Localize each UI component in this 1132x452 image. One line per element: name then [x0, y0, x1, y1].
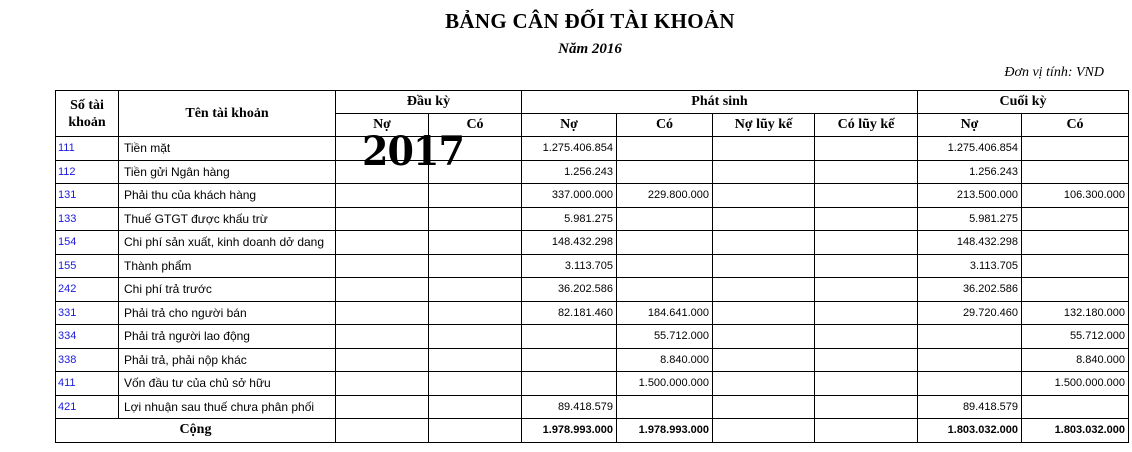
- account-code-cell[interactable]: 133: [56, 207, 119, 231]
- open-credit-cell: [429, 301, 522, 325]
- open-debit-cell: [336, 325, 429, 349]
- close-credit-cell: [1022, 254, 1129, 278]
- open-debit-cell: [336, 231, 429, 255]
- open-credit-cell: [429, 395, 522, 419]
- account-name-cell: Vốn đầu tư của chủ sở hữu: [119, 372, 336, 396]
- header-close-credit: Có: [1022, 114, 1129, 137]
- debit-cell: 89.418.579: [522, 395, 617, 419]
- table-row: [56, 348, 1129, 372]
- debit-cumulative-cell: [713, 231, 815, 255]
- account-name-cell: Tiền mặt: [119, 137, 336, 161]
- account-code-cell[interactable]: 242: [56, 278, 119, 302]
- account-code-cell[interactable]: 338: [56, 348, 119, 372]
- close-credit-cell: 106.300.000: [1022, 184, 1129, 208]
- report-year: Năm 2016: [558, 41, 622, 57]
- table-row: [56, 325, 1129, 349]
- account-name-cell: Phải trả người lao động: [119, 325, 336, 349]
- credit-cumulative-cell: [815, 231, 918, 255]
- table-row: [56, 395, 1129, 419]
- table-row: [56, 301, 1129, 325]
- account-name-cell: Thuế GTGT được khấu trừ: [119, 207, 336, 231]
- credit-cumulative-cell: [815, 137, 918, 161]
- credit-cell: [617, 254, 713, 278]
- account-name-cell: Phải trả, phải nộp khác: [119, 348, 336, 372]
- debit-cell: 82.181.460: [522, 301, 617, 325]
- debit-cell: 148.432.298: [522, 231, 617, 255]
- header-open-debit: Nợ: [336, 114, 429, 137]
- credit-cumulative-cell: [815, 207, 918, 231]
- open-credit-cell: [429, 231, 522, 255]
- close-debit-cell: 148.432.298: [918, 231, 1022, 255]
- header-open-credit: Có: [429, 114, 522, 137]
- open-credit-cell: [429, 278, 522, 302]
- credit-cell: [617, 160, 713, 184]
- account-name-cell: Lợi nhuận sau thuế chưa phân phối: [119, 395, 336, 419]
- debit-cumulative-cell: [713, 372, 815, 396]
- account-code-cell[interactable]: 155: [56, 254, 119, 278]
- close-credit-cell: 8.840.000: [1022, 348, 1129, 372]
- total-close-credit: 1.803.032.000: [1022, 419, 1129, 443]
- header-credit: Có: [617, 114, 713, 137]
- header-credit-cumulative: Có lũy kế: [815, 114, 918, 137]
- table-body: [56, 137, 1129, 419]
- close-debit-cell: 1.256.243: [918, 160, 1022, 184]
- close-credit-cell: 132.180.000: [1022, 301, 1129, 325]
- credit-cumulative-cell: [815, 160, 918, 184]
- header-movement: Phát sinh: [522, 91, 918, 114]
- debit-cumulative-cell: [713, 207, 815, 231]
- table-row: [56, 372, 1129, 396]
- total-credit: 1.978.993.000: [617, 419, 713, 443]
- open-debit-cell: [336, 395, 429, 419]
- close-debit-cell: 36.202.586: [918, 278, 1022, 302]
- credit-cumulative-cell: [815, 278, 918, 302]
- credit-cell: 8.840.000: [617, 348, 713, 372]
- header-debit: Nợ: [522, 114, 617, 137]
- open-credit-cell: [429, 207, 522, 231]
- total-label: Cộng: [56, 419, 336, 443]
- credit-cell: 1.500.000.000: [617, 372, 713, 396]
- close-debit-cell: [918, 348, 1022, 372]
- account-code-cell[interactable]: 421: [56, 395, 119, 419]
- close-credit-cell: [1022, 278, 1129, 302]
- account-code-cell[interactable]: 154: [56, 231, 119, 255]
- credit-cumulative-cell: [815, 372, 918, 396]
- header-row-top: [56, 91, 1129, 114]
- close-debit-cell: [918, 325, 1022, 349]
- table-row: [56, 184, 1129, 208]
- credit-cumulative-cell: [815, 325, 918, 349]
- total-row: [56, 419, 1129, 443]
- close-debit-cell: 1.275.406.854: [918, 137, 1022, 161]
- close-debit-cell: 5.981.275: [918, 207, 1022, 231]
- account-name-cell: Chi phí sản xuất, kinh doanh dở dang: [119, 231, 336, 255]
- open-debit-cell: [336, 372, 429, 396]
- account-code-cell[interactable]: 111: [56, 137, 119, 161]
- header-opening: Đầu kỳ: [336, 91, 522, 114]
- open-credit-cell: [429, 348, 522, 372]
- open-debit-cell: [336, 184, 429, 208]
- close-credit-cell: [1022, 207, 1129, 231]
- debit-cell: 1.256.243: [522, 160, 617, 184]
- account-code-cell[interactable]: 131: [56, 184, 119, 208]
- debit-cumulative-cell: [713, 395, 815, 419]
- open-credit-cell: [429, 372, 522, 396]
- debit-cumulative-cell: [713, 137, 815, 161]
- debit-cumulative-cell: [713, 254, 815, 278]
- open-credit-cell: [429, 254, 522, 278]
- close-debit-cell: 3.113.705: [918, 254, 1022, 278]
- close-credit-cell: [1022, 231, 1129, 255]
- debit-cumulative-cell: [713, 325, 815, 349]
- total-open-debit: [336, 419, 429, 443]
- table-row: [56, 207, 1129, 231]
- credit-cumulative-cell: [815, 301, 918, 325]
- overlay-year-stamp: 2017: [362, 128, 464, 175]
- total-open-credit: [429, 419, 522, 443]
- credit-cell: [617, 231, 713, 255]
- open-debit-cell: [336, 278, 429, 302]
- credit-cell: [617, 207, 713, 231]
- total-credit-cumulative: [815, 419, 918, 443]
- debit-cell: [522, 348, 617, 372]
- table-row: [56, 231, 1129, 255]
- close-credit-cell: 55.712.000: [1022, 325, 1129, 349]
- debit-cumulative-cell: [713, 184, 815, 208]
- debit-cumulative-cell: [713, 160, 815, 184]
- table-row: [56, 254, 1129, 278]
- close-credit-cell: 1.500.000.000: [1022, 372, 1129, 396]
- close-credit-cell: [1022, 160, 1129, 184]
- credit-cell: [617, 137, 713, 161]
- report-title: BẢNG CÂN ĐỐI TÀI KHOẢN: [445, 9, 735, 33]
- total-close-debit: 1.803.032.000: [918, 419, 1022, 443]
- open-debit-cell: [336, 301, 429, 325]
- open-debit-cell: [336, 254, 429, 278]
- header-debit-cumulative: Nợ lũy kế: [713, 114, 815, 137]
- debit-cumulative-cell: [713, 278, 815, 302]
- account-name-cell: Phải trả cho người bán: [119, 301, 336, 325]
- account-name-cell: Phải thu của khách hàng: [119, 184, 336, 208]
- debit-cumulative-cell: [713, 348, 815, 372]
- debit-cell: 3.113.705: [522, 254, 617, 278]
- account-name-cell: Thành phẩm: [119, 254, 336, 278]
- total-debit: 1.978.993.000: [522, 419, 617, 443]
- open-credit-cell: [429, 184, 522, 208]
- open-debit-cell: [336, 348, 429, 372]
- credit-cumulative-cell: [815, 348, 918, 372]
- open-credit-cell: [429, 325, 522, 349]
- credit-cumulative-cell: [815, 184, 918, 208]
- credit-cell: 184.641.000: [617, 301, 713, 325]
- debit-cell: 337.000.000: [522, 184, 617, 208]
- close-credit-cell: [1022, 395, 1129, 419]
- table-row: [56, 160, 1129, 184]
- credit-cumulative-cell: [815, 254, 918, 278]
- close-debit-cell: 29.720.460: [918, 301, 1022, 325]
- trial-balance-table: [55, 90, 1129, 443]
- close-debit-cell: [918, 372, 1022, 396]
- table-row: [56, 278, 1129, 302]
- account-name-cell: Tiền gửi Ngân hàng: [119, 160, 336, 184]
- credit-cell: 229.800.000: [617, 184, 713, 208]
- debit-cell: [522, 325, 617, 349]
- account-code-cell[interactable]: 334: [56, 325, 119, 349]
- account-code-cell[interactable]: 411: [56, 372, 119, 396]
- table-row: [56, 137, 1129, 161]
- debit-cell: 36.202.586: [522, 278, 617, 302]
- debit-cell: 5.981.275: [522, 207, 617, 231]
- account-code-cell[interactable]: 331: [56, 301, 119, 325]
- debit-cell: 1.275.406.854: [522, 137, 617, 161]
- open-debit-cell: [336, 207, 429, 231]
- currency-unit: Đơn vị tính: VND: [1004, 65, 1104, 80]
- debit-cell: [522, 372, 617, 396]
- debit-cumulative-cell: [713, 301, 815, 325]
- credit-cell: [617, 278, 713, 302]
- credit-cell: 55.712.000: [617, 325, 713, 349]
- account-code-cell[interactable]: 112: [56, 160, 119, 184]
- credit-cumulative-cell: [815, 395, 918, 419]
- header-close-debit: Nợ: [918, 114, 1022, 137]
- close-debit-cell: 89.418.579: [918, 395, 1022, 419]
- header-account-no: Số tài khoản: [56, 91, 119, 137]
- close-debit-cell: 213.500.000: [918, 184, 1022, 208]
- account-name-cell: Chi phí trả trước: [119, 278, 336, 302]
- total-debit-cumulative: [713, 419, 815, 443]
- header-closing: Cuối kỳ: [918, 91, 1129, 114]
- credit-cell: [617, 395, 713, 419]
- header-account-name: Tên tài khoản: [119, 91, 336, 137]
- close-credit-cell: [1022, 137, 1129, 161]
